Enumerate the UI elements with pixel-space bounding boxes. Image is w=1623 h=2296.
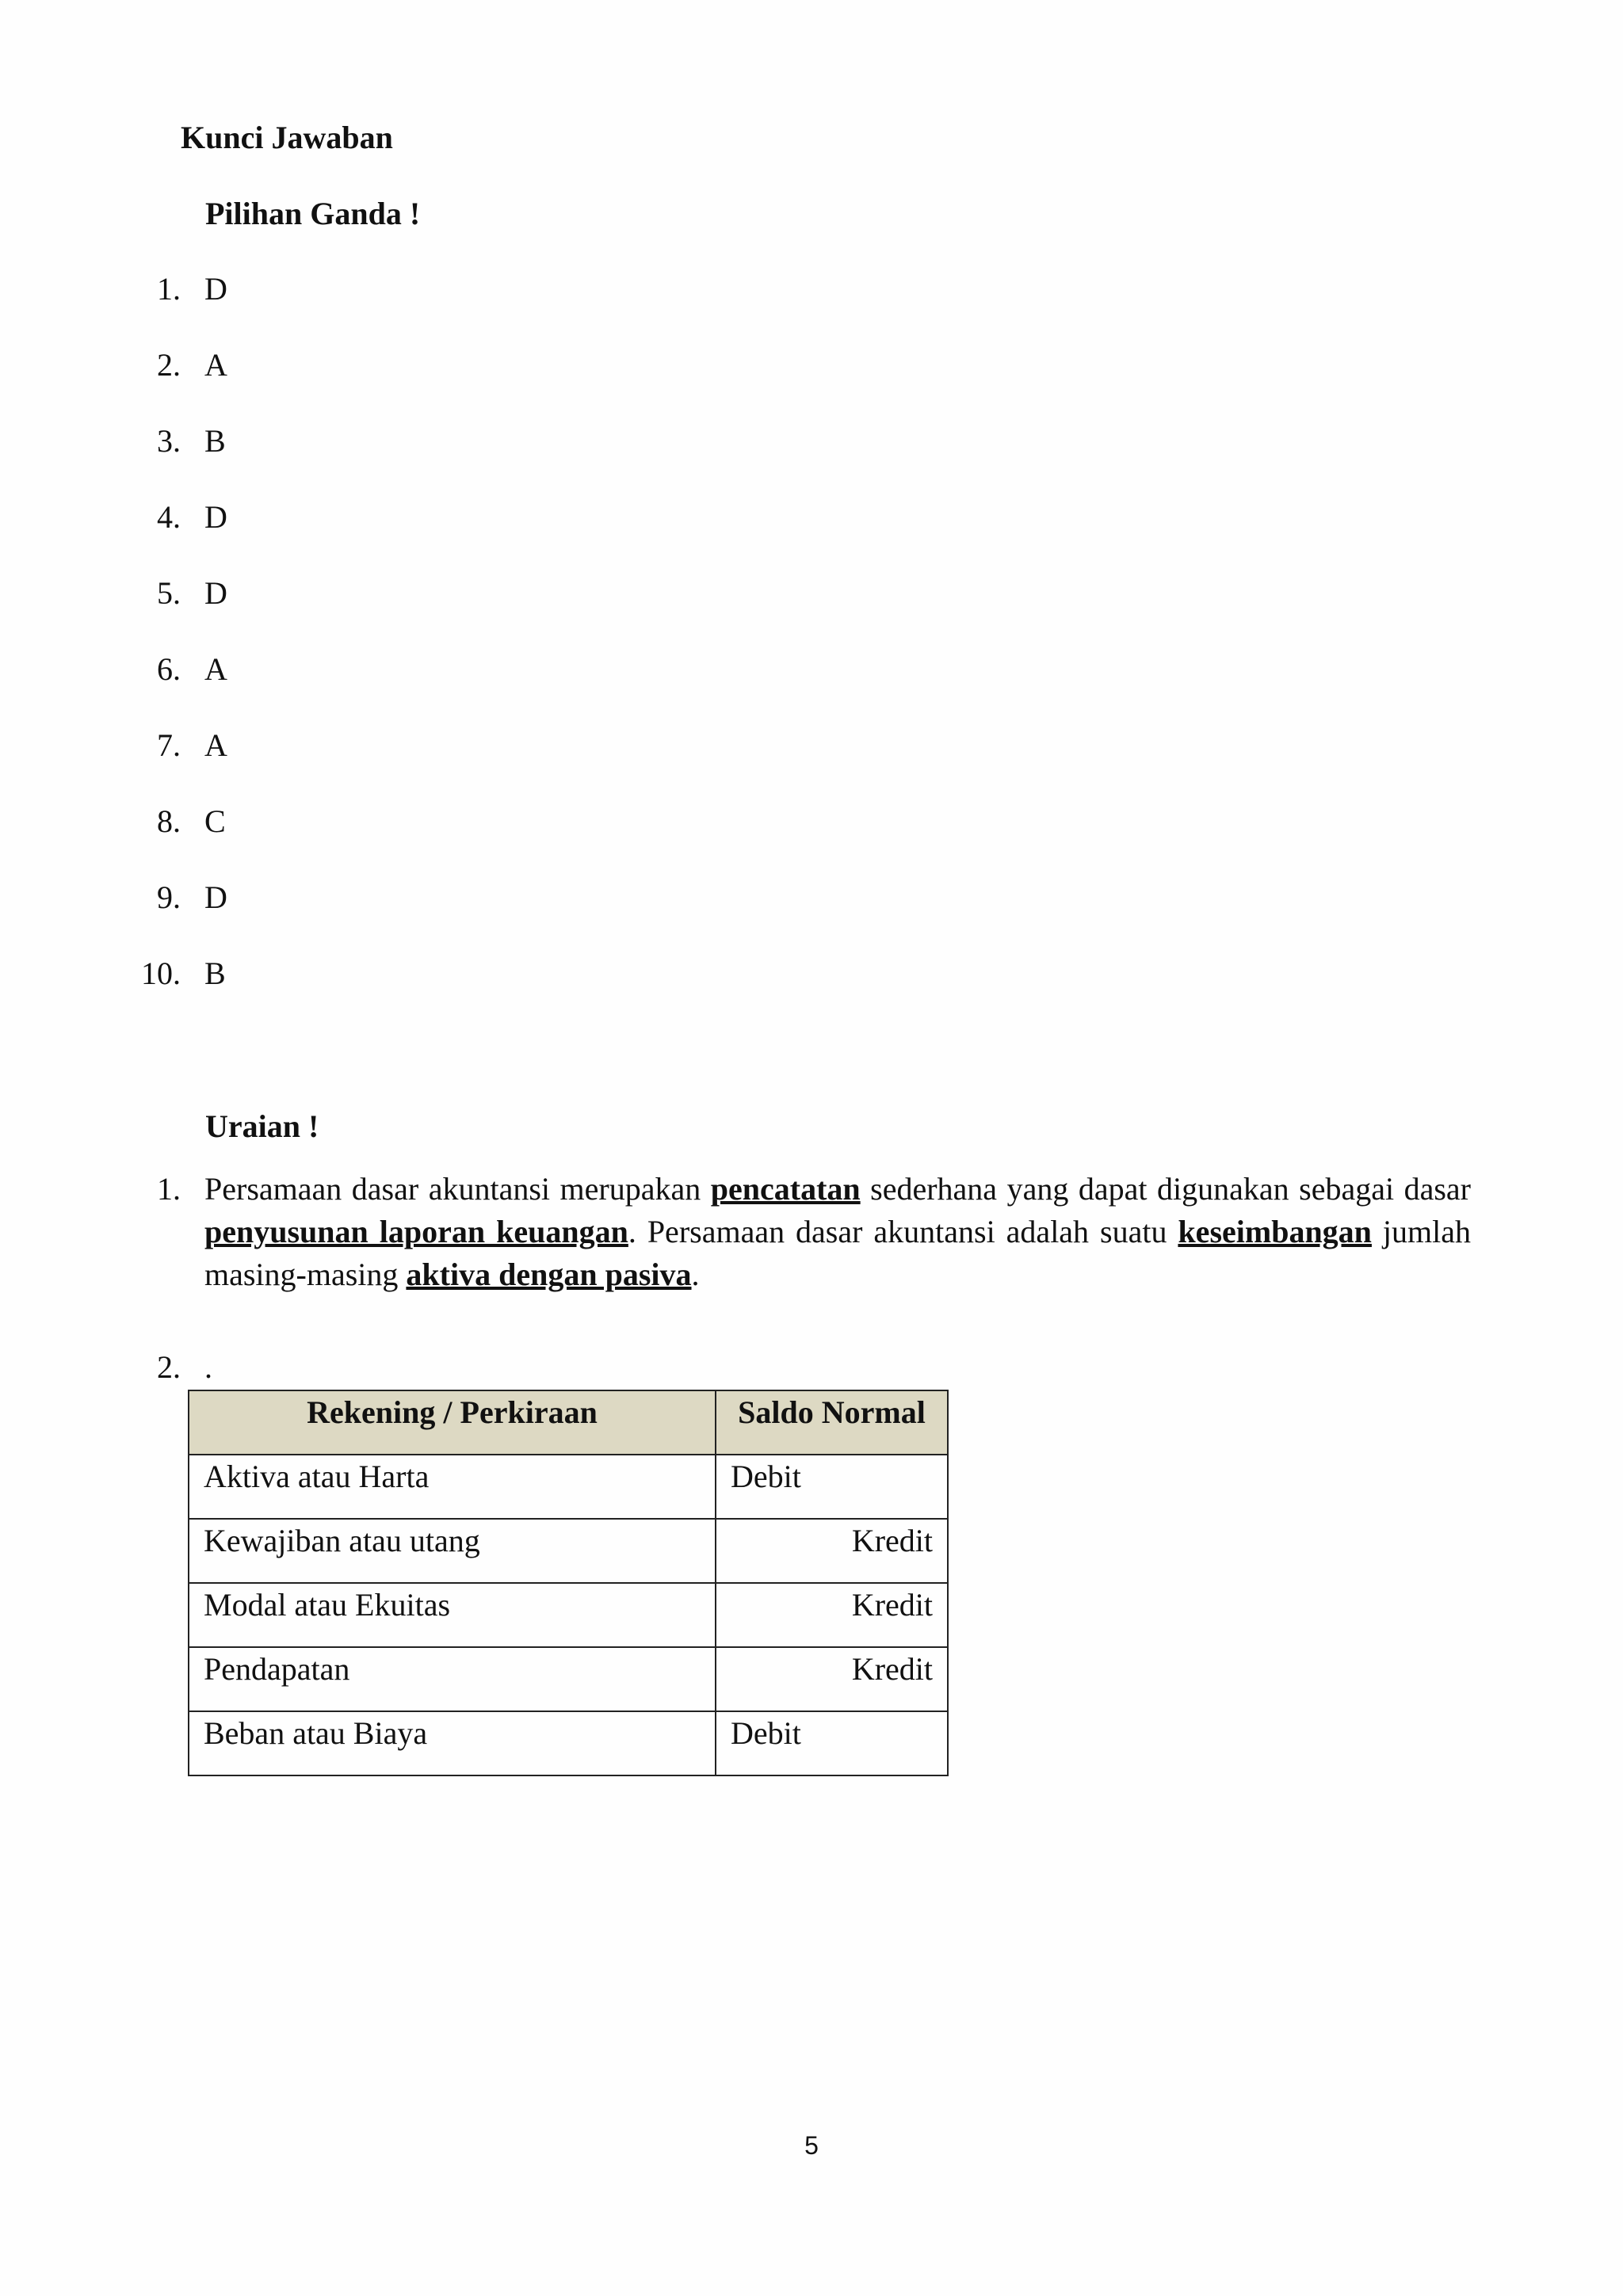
balance-cell: Debit (716, 1455, 948, 1519)
page-title: Kunci Jawaban (181, 120, 393, 155)
answer-text: . Persamaan dasar akuntansi adalah suatu (628, 1214, 1178, 1249)
mc-answer: A (204, 347, 227, 383)
column-header: Saldo Normal (716, 1390, 948, 1455)
answer-text: jumlah masing-masing (204, 1214, 1472, 1292)
essay-answer-1 (204, 1168, 1471, 1296)
essay-heading: Uraian ! (205, 1108, 319, 1144)
mc-answer: D (204, 575, 227, 611)
table-row (189, 1455, 948, 1519)
mc-number: 3. (157, 423, 181, 459)
balance-cell: Kredit (716, 1647, 948, 1711)
mc-number: 4. (157, 499, 181, 535)
mc-number: 2. (157, 347, 181, 383)
account-cell: Modal atau Ekuitas (189, 1583, 716, 1647)
answer-text: . (691, 1257, 700, 1292)
normal-balance-table (188, 1390, 949, 1776)
mc-answer: B (204, 955, 226, 991)
mc-answer: A (204, 727, 227, 763)
mc-answer: D (204, 271, 227, 307)
answer-text: Persamaan dasar akuntansi merupakan (204, 1171, 711, 1207)
mc-number: 9. (157, 879, 181, 915)
account-cell: Beban atau Biaya (189, 1711, 716, 1775)
table-header-row (189, 1390, 948, 1455)
table-row (189, 1647, 948, 1711)
essay-marker: . (204, 1349, 212, 1385)
mc-answer: D (204, 499, 227, 535)
column-header: Rekening / Perkiraan (189, 1390, 716, 1455)
mc-answer: A (204, 651, 227, 687)
mc-number: 8. (157, 803, 181, 839)
balance-cell: Kredit (716, 1519, 948, 1583)
key-term: aktiva dengan pasiva (406, 1257, 692, 1292)
mc-number: 5. (157, 575, 181, 611)
mc-number: 6. (157, 651, 181, 687)
key-term: keseimbangan (1178, 1214, 1372, 1249)
mc-number: 7. (157, 727, 181, 763)
multiple-choice-heading: Pilihan Ganda ! (205, 196, 421, 231)
table-row (189, 1711, 948, 1775)
key-term: pencatatan (710, 1171, 861, 1207)
account-cell: Aktiva atau Harta (189, 1455, 716, 1519)
mc-number: 1. (157, 271, 181, 307)
table-row (189, 1583, 948, 1647)
essay-number: 1. (157, 1171, 181, 1207)
table-row (189, 1519, 948, 1583)
mc-answer: C (204, 803, 226, 839)
answer-text: sederhana yang dapat digunakan sebagai dasar (860, 1171, 1472, 1207)
page-number: 5 (804, 2131, 819, 2160)
account-cell: Kewajiban atau utang (189, 1519, 716, 1583)
key-term: penyusunan laporan keuangan (204, 1214, 628, 1249)
mc-number: 10. (141, 955, 181, 991)
mc-answer: D (204, 879, 227, 915)
account-cell: Pendapatan (189, 1647, 716, 1711)
balance-cell: Debit (716, 1711, 948, 1775)
mc-answer: B (204, 423, 226, 459)
balance-cell: Kredit (716, 1583, 948, 1647)
essay-number: 2. (157, 1349, 181, 1385)
